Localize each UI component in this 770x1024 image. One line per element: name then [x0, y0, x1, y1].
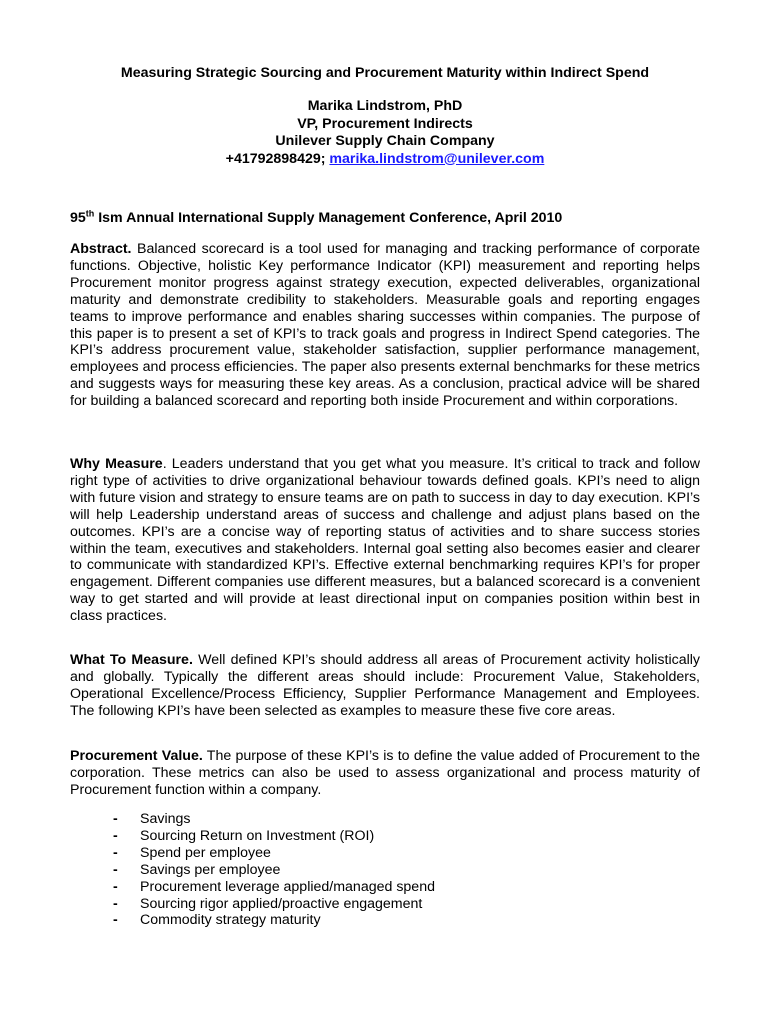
- author-contact: [0, 151, 770, 169]
- list-item: [113, 811, 673, 828]
- list-item-text: Sourcing rigor applied/proactive engagement: [140, 895, 423, 912]
- author-company: Unilever Supply Chain Company: [275, 133, 495, 149]
- what-to-measure-paragraph: [70, 652, 700, 720]
- procurement-value-heading: Procurement Value.: [70, 748, 203, 764]
- why-measure-paragraph: [70, 456, 700, 625]
- bullet-dash: -: [113, 844, 118, 861]
- list-item: [113, 896, 673, 913]
- bullet-dash: -: [113, 827, 118, 844]
- paper-title: Measuring Strategic Sourcing and Procurement Maturity within Indirect Spend: [120, 65, 650, 81]
- bullet-dash: -: [113, 912, 118, 929]
- author-name: Marika Lindstrom, PhD: [307, 98, 463, 114]
- author-email-link[interactable]: marika.lindstrom@unilever.com: [329, 150, 545, 167]
- list-item-text: Sourcing Return on Investment (ROI): [140, 827, 375, 844]
- bullet-dash: -: [113, 861, 118, 878]
- abstract-heading: Abstract.: [70, 241, 132, 257]
- why-measure-heading: Why Measure: [70, 456, 163, 472]
- list-item-text: Spend per employee: [140, 844, 271, 861]
- list-item: [113, 912, 673, 929]
- bullet-dash: -: [113, 878, 118, 895]
- procurement-value-paragraph: [70, 748, 700, 799]
- author-phone: +41792898429;: [225, 150, 326, 167]
- kpi-bullet-list: [113, 811, 673, 929]
- list-item-text: Savings: [140, 811, 191, 827]
- author-position: VP, Procurement Indirects: [297, 115, 473, 132]
- conference-text: Ism Annual International Supply Management Conference, April 2010: [94, 210, 563, 226]
- list-item: [113, 845, 673, 862]
- abstract-paragraph: [70, 241, 700, 410]
- why-measure-text: . Leaders understand that you get what you measure. It’s critical to track and follow right type of activities to drive organizational behaviour towards defined goals. KPI’s need to align with future vision and strategy to ensure teams are on path to success in day to day execution. KPI’s will help Leadership understand areas of success and challenge and adjust plans based on the outcomes. KPI’s are a concise way of reporting status of activities and to share success stories within the team, executives and stakeholders. Internal goal setting also becomes easier and clearer to communicate with standardized KPI’s. Effective external benchmarking requires KPI’s for proper engagement. Different companies use different measures, but a balanced scorecard is a convenient way to get started and will provide at least directional input on companies position within best in class practices.: [70, 456, 700, 625]
- what-to-measure-text: Well defined KPI’s should address all areas of Procurement activity holistically and globally. Typically the different areas should include: Procurement Value, Stakeholders, Operational Excellence/Process Efficiency, Supplier Performance Management and Employees. The following KPI’s have been selected as examples to measure these five core areas.: [70, 652, 700, 719]
- list-item-text: Savings per employee: [140, 861, 281, 878]
- list-item: [113, 879, 673, 896]
- bullet-dash: -: [113, 811, 118, 827]
- list-item-text: Procurement leverage applied/managed spend: [140, 878, 435, 895]
- abstract-text: Balanced scorecard is a tool used for managing and tracking performance of corporate functions. Objective, holistic Key performance Indicator (KPI) measurement and reporting helps Procurement monitor progress against strategy execution, expected deliverables, organizational maturity and demonstrate credibility to stakeholders. Measurable goals and reporting engages teams to improve performance and enables sharing successes within companies. The purpose of this paper is to present a set of KPI’s to track goals and progress in Indirect Spend categories. The KPI’s address procurement value, stakeholder satisfaction, supplier performance management, employees and process efficiencies. The paper also presents external benchmarks for these metrics and suggests ways for measuring these key areas. As a conclusion, practical advice will be shared for building a balanced scorecard and reporting both inside Procurement and within corporations.: [70, 241, 700, 410]
- conference-line: [70, 209, 710, 227]
- bullet-dash: -: [113, 895, 118, 912]
- what-to-measure-heading: What To Measure.: [70, 652, 193, 668]
- list-item: [113, 862, 673, 879]
- list-item-text: Commodity strategy maturity: [140, 912, 321, 929]
- author-block: [0, 98, 770, 168]
- conference-number: 95: [70, 210, 86, 226]
- conference-suffix: th: [85, 208, 95, 219]
- list-item: [113, 828, 673, 845]
- procurement-value-text: The purpose of these KPI’s is to define the value added of Procurement to the corporation. These metrics can also be used to assess organizational and process maturity of Procurement function within a company.: [70, 748, 700, 798]
